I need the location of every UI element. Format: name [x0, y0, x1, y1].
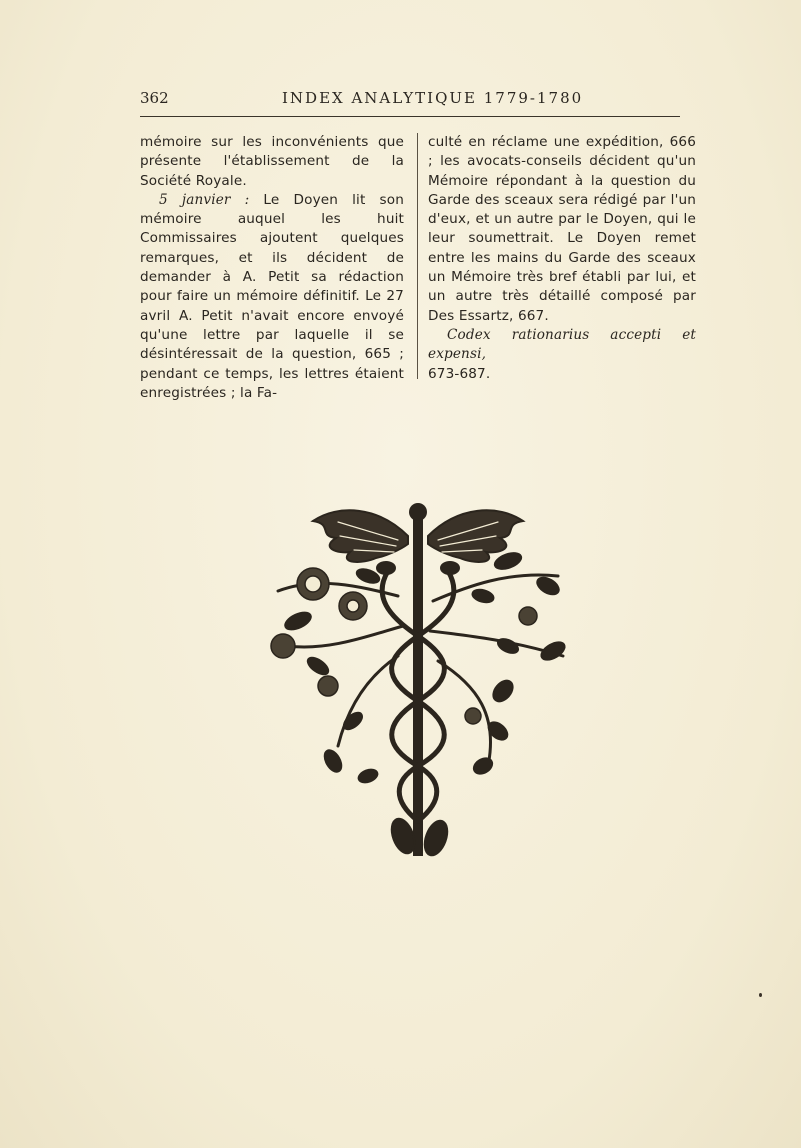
- serpent-head-left: [377, 562, 395, 574]
- serpent-head-right: [441, 562, 459, 574]
- column-divider: [417, 133, 418, 379]
- left-paragraph-1: mémoire sur les inconvénients que présente l'établissement de la Société Royale.: [140, 134, 404, 189]
- running-title: INDEX ANALYTIQUE 1779-1780: [282, 89, 584, 107]
- caduceus-drawing: [271, 503, 568, 858]
- right-paragraph-2: [428, 326, 696, 384]
- page-number: 362: [140, 89, 169, 107]
- right-paragraph-1: culté en réclame une expédition, 666 ; les avocats-conseils décident qu'un Mémoire répondant à la question du Garde des sceaux sera rédigé par l'un d'eux, et un autre par le Doyen, qui le leur soumettrait. Le Doyen remet entre les mains du Garde des sceaux un Mémoire très bref établi par lui, et un autre très détaillé composé par Des Essartz, 667.: [428, 134, 696, 324]
- left-column: [140, 133, 404, 403]
- entry-text: Le Doyen lit son mémoire auquel les huit Commissaires ajoutent quelques remarques, et ils décident de demander à A. Petit sa rédaction pour faire un mémoire définitif. Le 27 avril A. Petit n'avait encore envoyé qu'une lettre par laquelle il se désintéressait de la question, 665 ; pendant ce temps, les lettres étaient enregistrées ; la Fa-: [140, 191, 404, 401]
- codex-pages: 673-687.: [428, 365, 491, 382]
- right-column: [428, 133, 696, 384]
- header-rule: [140, 116, 680, 117]
- staff: [413, 516, 423, 856]
- ink-spot: [759, 993, 762, 997]
- running-header: [140, 89, 680, 111]
- codex-title: Codex rationarius accepti et expensi,: [428, 326, 696, 363]
- entry-date: 5 janvier :: [159, 191, 250, 208]
- left-wing: [313, 510, 408, 562]
- left-paragraph-2: [140, 191, 404, 403]
- caduceus-emblem: [258, 476, 578, 862]
- staff-knob: [409, 503, 427, 521]
